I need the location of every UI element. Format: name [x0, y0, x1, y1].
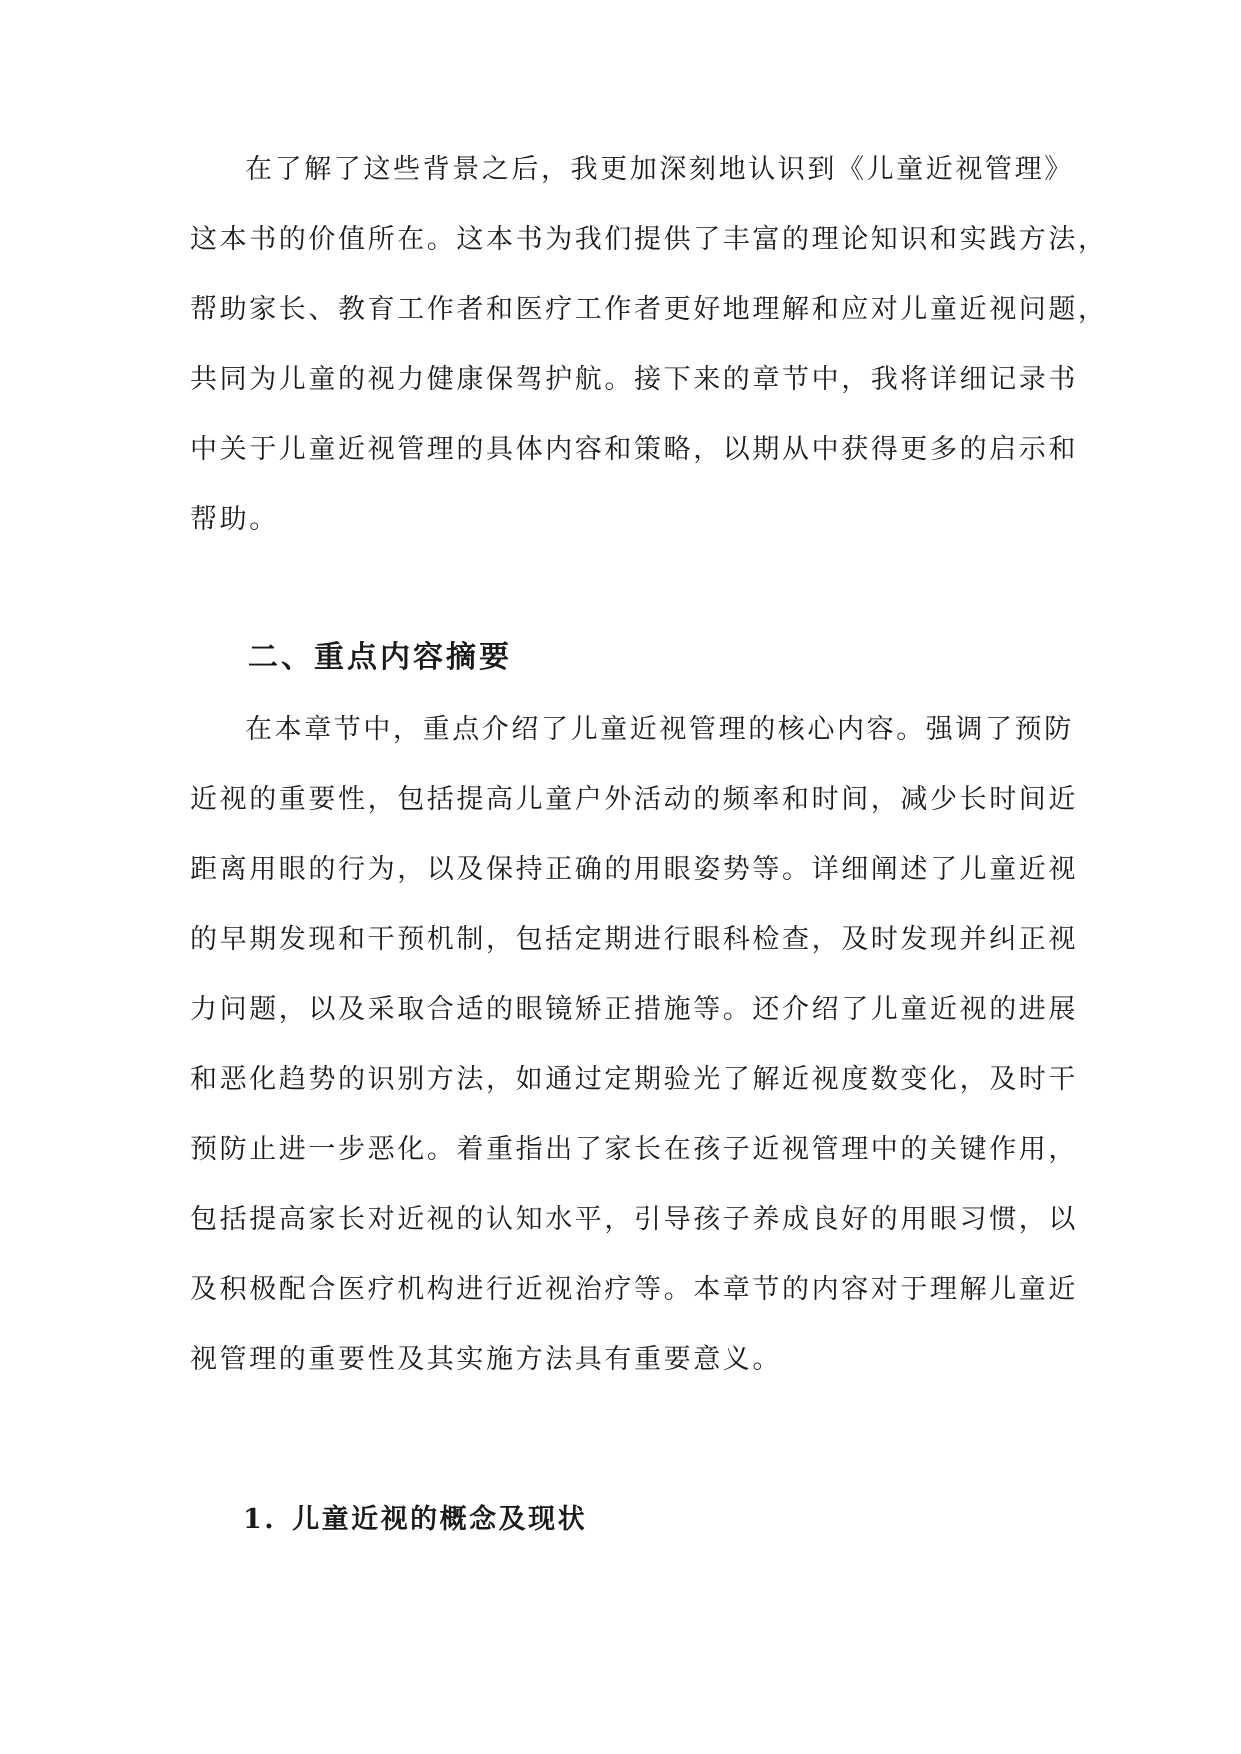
paragraph-line: 力问题，以及采取合适的眼镜矫正措施等。还介绍了儿童近视的进展: [190, 994, 1078, 1025]
paragraph-line: 包括提高家长对近视的认知水平，引导孩子养成良好的用眼习惯，以: [190, 1204, 1078, 1235]
paragraph-line: 中关于儿童近视管理的具体内容和策略，以期从中获得更多的启示和: [190, 434, 1078, 465]
subsection-heading: [243, 1502, 587, 1538]
subsection-number: 1.: [243, 1504, 277, 1535]
paragraph-line: 近视的重要性，包括提高儿童户外活动的频率和时间，减少长时间近: [190, 784, 1078, 815]
paragraph-line: 预防止进一步恶化。着重指出了家长在孩子近视管理中的关键作用，: [190, 1134, 1078, 1165]
paragraph-line: 的早期发现和干预机制，包括定期进行眼科检查，及时发现并纠正视: [190, 924, 1078, 955]
paragraph-line: 在了解了这些背景之后，我更加深刻地认识到《儿童近视管理》: [245, 154, 1074, 185]
section-heading: 二、重点内容摘要: [248, 640, 512, 675]
paragraph-line: 距离用眼的行为，以及保持正确的用眼姿势等。详细阐述了儿童近视: [190, 854, 1078, 885]
subsection-title: 儿童近视的概念及现状: [292, 1504, 588, 1535]
paragraph-line: 共同为儿童的视力健康保驾护航。接下来的章节中，我将详细记录书: [190, 364, 1078, 395]
paragraph-line: 帮助。: [190, 504, 279, 535]
paragraph-line: 帮助家长、教育工作者和医疗工作者更好地理解和应对儿童近视问题，: [190, 294, 1108, 325]
paragraph-line: 在本章节中，重点介绍了儿童近视管理的核心内容。强调了预防: [245, 714, 1074, 745]
paragraph-line: 这本书的价值所在。这本书为我们提供了丰富的理论知识和实践方法，: [190, 224, 1108, 255]
paragraph-line: 视管理的重要性及其实施方法具有重要意义。: [190, 1344, 782, 1375]
paragraph-line: 和恶化趋势的识别方法，如通过定期验光了解近视度数变化，及时干: [190, 1064, 1078, 1095]
paragraph-line: 及积极配合医疗机构进行近视治疗等。本章节的内容对于理解儿童近: [190, 1274, 1078, 1305]
